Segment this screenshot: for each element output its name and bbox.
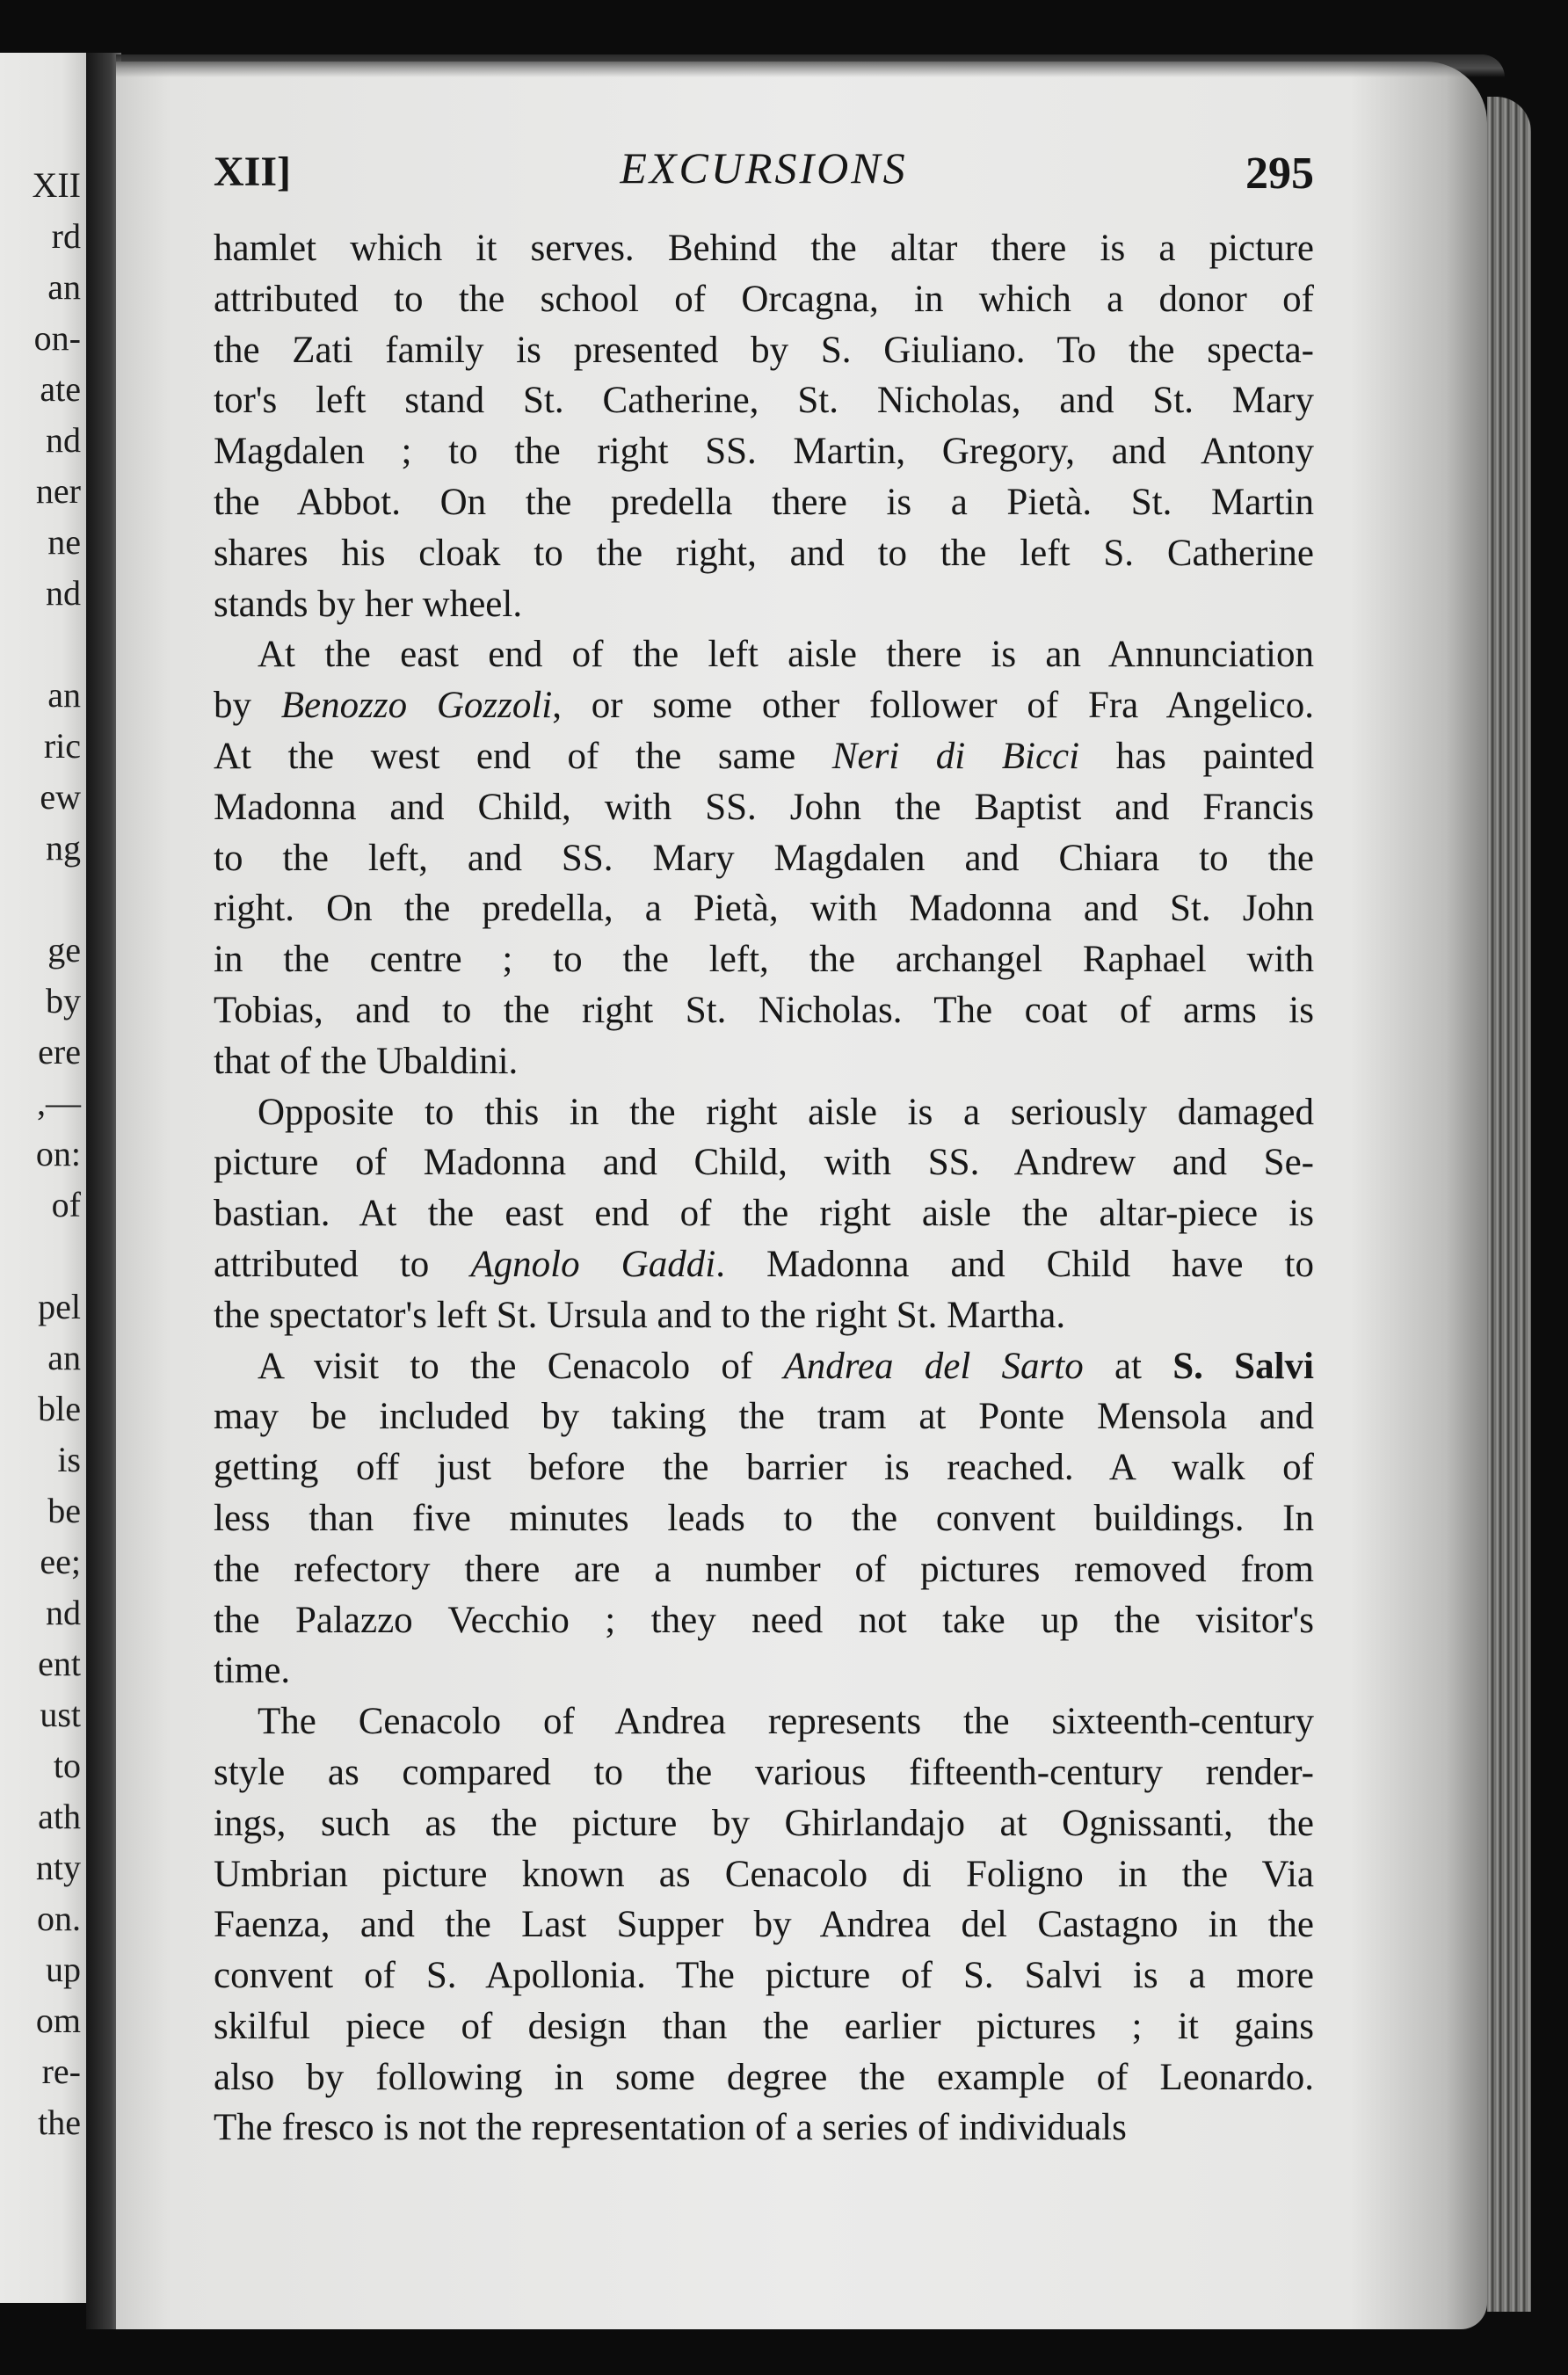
left-page-fragment: ner <box>35 471 81 511</box>
left-page-fragment: to <box>53 1746 81 1785</box>
text-line: ings, such as the picture by Ghirlandajo at Ognissanti, the <box>214 1802 1314 1844</box>
italic-name: Andrea del Sarto <box>783 1345 1084 1387</box>
text-line: The fresco is not the representation of a series of individuals <box>214 2107 1127 2149</box>
left-page-fragment: by <box>46 981 81 1020</box>
text-line: the Zati family is presented by S. Giuliano. To the specta- <box>214 329 1314 371</box>
left-page-fragment: pel <box>38 1287 81 1326</box>
text-line: tor's left stand St. Catherine, St. Nicholas, and St. Mary <box>214 380 1314 422</box>
text-line: Opposite to this in the right aisle is a seriously damaged <box>258 1091 1314 1133</box>
left-page-fragment: an <box>47 675 81 715</box>
left-page-fragment: ate <box>40 369 81 409</box>
left-page-fragment: ere <box>38 1032 81 1071</box>
bold-place-name: S. Salvi <box>1172 1345 1314 1387</box>
paragraph <box>214 1087 1314 1341</box>
left-page-fragment: ew <box>40 777 81 817</box>
italic-name: Agnolo Gaddi <box>470 1243 716 1285</box>
top-edge-shadow <box>116 54 1505 77</box>
left-page-fragment: nd <box>46 573 81 613</box>
text-line: also by following in some degree the example of Leonardo. <box>214 2056 1314 2098</box>
text-line: Madonna and Child, with SS. John the Baptist and Francis <box>214 786 1314 828</box>
left-page-fragment: on. <box>37 1899 81 1938</box>
left-page-fragment: rd <box>51 216 81 256</box>
left-page-fragment: XII <box>32 165 81 205</box>
text-line: The Cenacolo of Andrea represents the sixteenth-century <box>258 1701 1314 1743</box>
text-line: At the east end of the left aisle there is an Annunciation <box>258 634 1314 676</box>
left-page-edge <box>0 53 88 2303</box>
left-page-fragment <box>32 874 81 925</box>
page-number: 295 <box>1245 149 1314 199</box>
text-line: Tobias, and to the right St. Nicholas. The coat of arms is <box>214 989 1314 1031</box>
left-page-fragment: an <box>47 267 81 307</box>
left-page-fragment: ge <box>47 930 81 970</box>
left-page-fragment: on- <box>33 318 81 358</box>
text-line: shares his cloak to the right, and to the left S. Catherine <box>214 532 1314 574</box>
chapter-label: XII] <box>214 149 292 195</box>
text-line: time. <box>214 1650 291 1692</box>
left-page-fragment: om <box>35 2001 81 2040</box>
text-line: attributed to Agnolo Gaddi. Madonna and Child have to <box>214 1243 1315 1285</box>
left-page-fragment: re- <box>41 2052 81 2091</box>
left-page-fragment: ath <box>38 1797 81 1836</box>
text-line: A visit to the Cenacolo of Andrea del Sarto at S. Salvi <box>258 1345 1314 1387</box>
text-line: getting off just before the barrier is reached. A walk of <box>214 1447 1314 1489</box>
text-line: that of the Ubaldini. <box>214 1040 519 1082</box>
text-line: picture of Madonna and Child, with SS. Andrew and Se- <box>214 1142 1314 1184</box>
body-text <box>214 223 1314 2153</box>
text-line: Faenza, and the Last Supper by Andrea del Castagno in the <box>214 1904 1314 1946</box>
running-head <box>214 132 1314 202</box>
text-line: style as compared to the various fifteenth-century render- <box>214 1751 1314 1793</box>
text-line: to the left, and SS. Mary Magdalen and Chiara to the <box>214 837 1314 879</box>
paragraph <box>214 223 1314 629</box>
left-page-text-fragments <box>32 160 81 2148</box>
page-stack-edge <box>1487 97 1531 2312</box>
text-line: the spectator's left St. Ursula and to the right St. Martha. <box>214 1294 1066 1336</box>
left-page-fragment <box>32 619 81 670</box>
paragraph <box>214 629 1314 1086</box>
left-page-fragment: ne <box>47 522 81 562</box>
left-page-fragment: on: <box>35 1134 81 1173</box>
text-line: attributed to the school of Orcagna, in which a donor of <box>214 278 1314 320</box>
left-page-fragment: an <box>47 1338 81 1377</box>
text-line: convent of S. Apollonia. The picture of S. Salvi is a more <box>214 1955 1314 1997</box>
left-page-fragment: ,— <box>37 1083 81 1122</box>
running-title: EXCURSIONS <box>620 143 908 192</box>
left-page-fragment: is <box>57 1440 81 1479</box>
text-line: Umbrian picture known as Cenacolo di Foligno in the Via <box>214 1853 1314 1895</box>
left-page-fragment: ng <box>46 828 81 868</box>
text-line: At the west end of the same Neri di Bicci has painted <box>214 735 1315 777</box>
text-line: the Palazzo Vecchio ; they need not take up the visitor's <box>214 1599 1314 1641</box>
left-page-fragment <box>32 1231 81 1282</box>
text-line: right. On the predella, a Pietà, with Madonna and St. John <box>214 888 1314 930</box>
text-line: the Abbot. On the predella there is a Pietà. St. Martin <box>214 481 1314 523</box>
text-line: hamlet which it serves. Behind the altar there is a picture <box>214 228 1314 269</box>
text-line: may be included by taking the tram at Ponte Mensola and <box>214 1396 1314 1438</box>
left-page-fragment: nd <box>46 420 81 460</box>
text-line: in the centre ; to the left, the archangel Raphael with <box>214 939 1314 981</box>
left-page-fragment: the <box>38 2103 81 2142</box>
text-line: skilful piece of design than the earlier pictures ; it gains <box>214 2005 1314 2047</box>
left-page-fragment: up <box>46 1950 81 1989</box>
italic-name: Benozzo Gozzoli <box>280 685 553 727</box>
paragraph <box>214 1696 1314 2153</box>
text-line: less than five minutes leads to the convent buildings. In <box>214 1497 1314 1539</box>
left-page-fragment: nd <box>46 1593 81 1632</box>
left-page-fragment: ric <box>43 726 81 766</box>
text-line: by Benozzo Gozzoli, or some other follower of Fra Angelico. <box>214 685 1315 727</box>
left-page-fragment: nty <box>35 1848 81 1887</box>
text-line: the refectory there are a number of pictures removed from <box>214 1548 1314 1590</box>
text-line: Magdalen ; to the right SS. Martin, Gregory, and Antony <box>214 431 1314 473</box>
left-page-fragment: of <box>51 1185 81 1224</box>
italic-name: Neri di Bicci <box>831 735 1080 777</box>
paragraph <box>214 1341 1314 1697</box>
left-page-fragment: be <box>47 1491 81 1530</box>
left-page-fragment: ble <box>38 1389 81 1428</box>
text-line: bastian. At the east end of the right aisle the altar-piece is <box>214 1193 1314 1235</box>
left-page-fragment: ust <box>40 1695 81 1734</box>
left-page-fragment: ent <box>38 1644 81 1683</box>
left-page-fragment: ee; <box>40 1542 81 1581</box>
text-line: stands by her wheel. <box>214 583 523 625</box>
